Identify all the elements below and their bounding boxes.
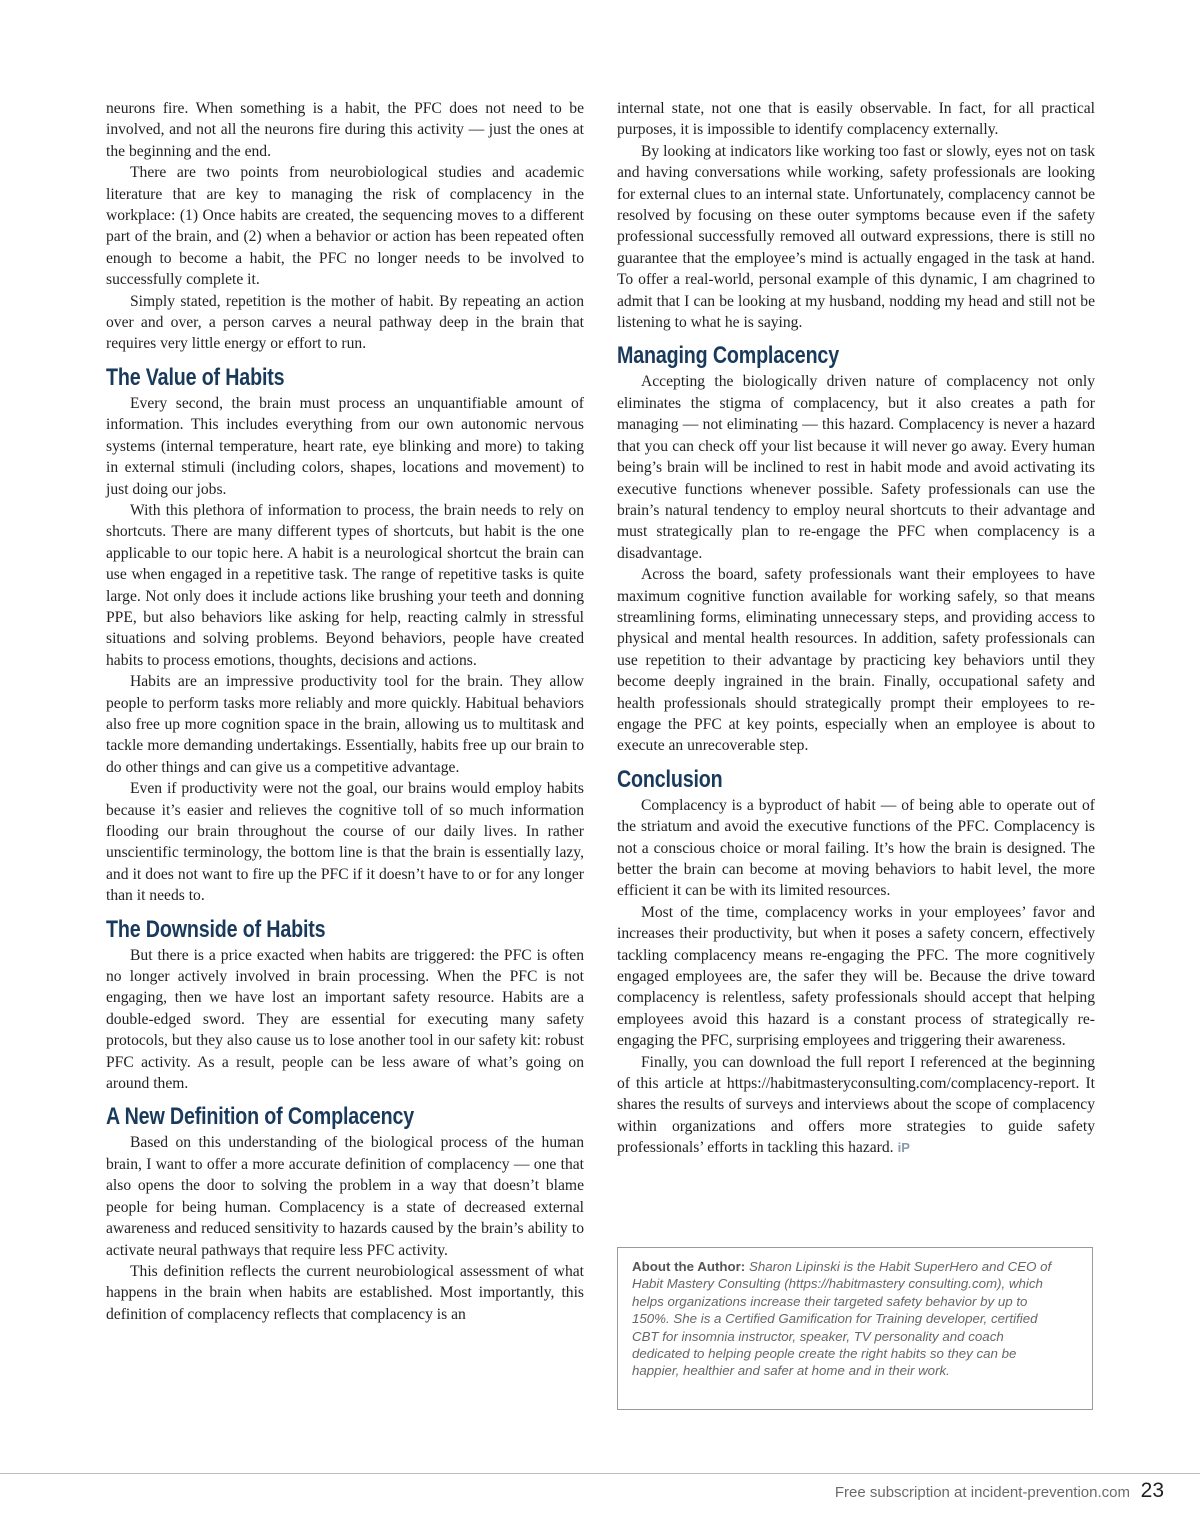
section-heading-downside-of-habits: The Downside of Habits: [106, 915, 326, 943]
section-heading-value-of-habits: The Value of Habits: [106, 363, 285, 391]
body-paragraph: This definition reflects the current neurobiological assessment of what happens in the brain when habits are established. Most importantly, this definition of complacency reflects that complacency is an: [106, 1262, 584, 1323]
body-paragraph-final: [617, 1052, 1095, 1159]
body-paragraph: Based on this understanding of the biological process of the human brain, I want to offer a more accurate definition of complacency — one that also opens the door to solving the problem in a way that doesn’t blame people for being human. Complacency is a state of decreased external awareness and reduced sensitivity to hazards caused by the brain’s ability to activate neural pathways that require less PFC activity.: [106, 1134, 584, 1259]
body-paragraph: Habits are an impressive productivity tool for the brain. They allow people to perform tasks more reliably and more quickly. Habitual behaviors also free up more cognition space in the brain, allowing us to multitask and tackle more demanding undertakings. Essentially, habits free up our brain to do other things and can give us a competitive advantage.: [106, 673, 584, 776]
section-heading-new-definition: A New Definition of Complacency: [106, 1103, 415, 1131]
author-bio: Sharon Lipinski is the Habit SuperHero and CEO of Habit Mastery Consulting (https://habitmastery consulting.com), which helps organizations increase their targeted safety behavior by up to 150%. She is a Certified Gamification for Training developer, certified CBT for insomnia instructor, speaker, TV personality and coach dedicated to helping people create the right habits so they can be happier, healthier and safer at home and in their work.: [632, 1259, 1052, 1379]
body-paragraph: Complacency is a byproduct of habit — of being able to operate out of the striatum and avoid the executive functions of the PFC. Complacency is not a conscious choice or moral failing. It’s how the brain is designed. The better the brain can become at moving behaviors to habit level, the more efficient it can be with its limited resources.: [617, 796, 1095, 900]
body-paragraph: There are two points from neurobiological studies and academic literature that are key to managing the risk of complacency in the workplace: (1) Once habits are created, the sequencing moves to a different part of the brain, and (2) when a behavior or action has been repeated often enough to become a habit, the PFC no longer needs to be involved to successfully complete it.: [106, 164, 584, 289]
final-paragraph-text: Finally, you can download the full report I referenced at the beginning of this article at https://habitmasteryconsulting.com/complacency-report. It shares the results of surveys and interviews about the scope of complacency within organizations and offers more strategies to guide safety professionals’ efforts in tackling this hazard.: [617, 1053, 1095, 1157]
body-paragraph: Across the board, safety professionals want their employees to have maximum cognitive function available for working safely, so that means streamlining forms, eliminating unnecessary steps, and providing access to physical and mental health resources. In addition, safety professionals can use repetition to their advantage by practicing key behaviors until they become deeply ingrained in the brain. Finally, occupational safety and health professionals should strategically prompt their employees to re-engage the PFC at key points, especially when an employee is about to execute an unrecoverable step.: [617, 566, 1095, 755]
body-paragraph: internal state, not one that is easily observable. In fact, for all practical purposes, it is impossible to identify complacency externally.: [617, 100, 1095, 139]
body-paragraph: Even if productivity were not the goal, our brains would employ habits because it’s easier and relieves the cognitive toll of so much information flooding our brain throughout the course of our daily lives. In rather unscientific terminology, the bottom line is that the brain is essentially lazy, and it does not want to fire up the PFC if it doesn’t have to or for any longer than it needs to.: [106, 780, 584, 905]
footer-divider: [0, 1473, 1200, 1474]
body-paragraph: Accepting the biologically driven nature of complacency not only eliminates the stigma of complacency, but it also creates a path for managing — not eliminating — this hazard. Complacency is never a hazard that you can check off your list because it will never go away. Every human being’s brain will be inclined to rest in habit mode and avoid activating its executive functions whenever possible. Safety professionals can use the brain’s natural tendency to employ neural shortcuts to their advantage and must strategically plan to re-engage the PFC when complacency is a disadvantage.: [617, 373, 1095, 562]
about-the-author-box: [617, 1247, 1093, 1410]
author-label: About the Author:: [632, 1259, 746, 1274]
page-number: 23: [1140, 1479, 1164, 1502]
body-paragraph: Every second, the brain must process an unquantifiable amount of information. This includes everything from our own autonomic nervous systems (internal temperature, heart rate, eye blinking and more) to taking in external stimuli (including colors, shapes, locations and movement) to just doing our jobs.: [106, 394, 584, 498]
section-heading-managing-complacency: Managing Complacency: [617, 342, 840, 370]
end-mark-icon: iP: [897, 1140, 910, 1156]
left-column: [106, 98, 584, 1325]
body-paragraph: Most of the time, complacency works in your employees’ favor and increases their productivity, but when it poses a safety concern, effectively tackling complacency means re-engaging the PFC. The more cognitively engaged employees are, the safer they will be. Because the drive toward complacency is relentless, safety professionals should accept that helping employees avoid this hazard is a constant process of strategically re-engaging the PFC, surprising employees and triggering their awareness.: [617, 903, 1095, 1050]
body-paragraph: Simply stated, repetition is the mother of habit. By repeating an action over and over, a person carves a neural pathway deep in the brain that requires very little energy or effort to run.: [106, 292, 584, 353]
right-column: [617, 98, 1095, 1159]
body-paragraph: By looking at indicators like working too fast or slowly, eyes not on task and having conversations while working, safety professionals are looking for external clues to an internal state. Unfortunately, complacency cannot be resolved by focusing on these outer symptoms because even if the safety professional successfully removed all outward expressions, there is still no guarantee that the employee’s mind is actually engaged in the task at hand. To offer a real-world, personal example of this dynamic, I am chagrined to admit that I can be looking at my husband, nodding my head and still not be listening to what he is saying.: [617, 142, 1095, 332]
body-paragraph: neurons fire. When something is a habit, the PFC does not need to be involved, and not all the neurons fire during this activity — just the ones at the beginning and the end.: [106, 100, 584, 160]
footer-subscription-text: Free subscription at incident-prevention.com: [834, 1484, 1130, 1501]
section-heading-conclusion: Conclusion: [617, 765, 723, 793]
body-paragraph: But there is a price exacted when habits are triggered: the PFC is often no longer actively involved in brain processing. When the PFC is not engaging, then we have lost an important safety resource. Habits are a double-edged sword. They are essential for executing many safety protocols, but they also cause us to lose another tool in our safety kit: robust PFC activity. As a result, people can be less aware of what’s going on around them.: [106, 946, 584, 1093]
body-paragraph: With this plethora of information to process, the brain needs to rely on shortcuts. There are many different types of shortcuts, but habit is the one applicable to our topic here. A habit is a neurological shortcut the brain can use when engaged in a repetitive task. The range of repetitive tasks is quite large. Not only does it include actions like brushing your teeth and donning PPE, but also behaviors like asking for help, reacting calmly in stressful situations and solving problems. Beyond behaviors, people have created habits to process emotions, thoughts, decisions and actions.: [106, 501, 584, 669]
